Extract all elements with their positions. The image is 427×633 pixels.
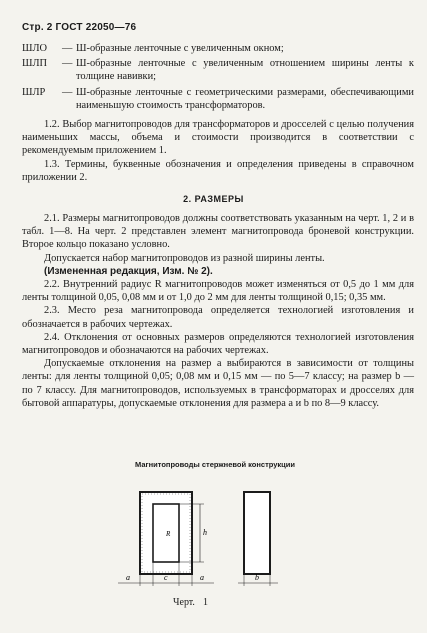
core-side-view: [244, 492, 270, 574]
definition-text: Ш-образные ленточные с геометрическими размерами, обеспечивающими наименьшую стоимость трансформаторов.: [76, 86, 414, 111]
paragraph-tolerances: Допускаемые отклонения на размер a выбираются в зависимости от толщины ленты: для ленты толщиной 0,05; 0,08 мм и 0,15 мм — по 5—7 классу; на размер b — по 7 классу. Для магнитопроводов, используемых в трансформаторах и дросселях для бытовой аппаратуры, допускаемые отклонения для размера a и b по 8—9 классу.: [22, 358, 414, 409]
paragraph-2-4: 2.4. Отклонения от основных размеров определяются технологией изготовления магнитопроводов и обозначаются на рабочих чертежах.: [22, 331, 414, 357]
page-header: Стр. 2 ГОСТ 22050—76: [22, 22, 137, 33]
definition-abbr: ШЛО: [22, 43, 48, 54]
h-label: h: [203, 528, 207, 537]
paragraph-2-2: 2.2. Внутренний радиус R магнитопроводов может изменяться от 0,5 до 1 мм для ленты толщиной 0,05, 0,08 мм и от 1,0 до 2 мм для ленты толщиной 0,15; 0,35 мм.: [22, 279, 414, 304]
definition-item: [22, 42, 414, 55]
definition-dash: —: [62, 43, 73, 54]
definition-abbr: ШЛП: [22, 58, 48, 70]
core-drawing: [110, 480, 310, 595]
paragraph-1-3: 1.3. Термины, буквенные обозначения и определения приведены в справочном приложении 2.: [22, 158, 414, 183]
definition-text: Ш-образные ленточные с увеличенным отношением ширины ленты к толщине навивки;: [76, 58, 414, 83]
intro-section: [22, 118, 414, 184]
definition-item: [22, 86, 414, 112]
sizes-section: [22, 212, 414, 410]
paragraph-2-1: 2.1. Размеры магнитопроводов должны соответствовать указанным на черт. 1, 2 и в табл. 1—8. На черт. 2 представлен элемент магнитопровода броневой конструкции. Второе кольцо показано условно.: [22, 213, 414, 251]
paragraph-1-2: 1.2. Выбор магнитопроводов для трансформаторов и дросселей с целью получения наименьших массы, объема и стоимости производится в соответствии с рекомендуемым приложением 1.: [22, 119, 414, 157]
b-label: b: [255, 573, 259, 582]
amendment-note: (Измененная редакция, Изм. № 2).: [44, 265, 213, 277]
definition-item: [22, 57, 414, 83]
radius-label: R: [166, 530, 171, 538]
definition-text: Ш-образные ленточные с увеличенным окном;: [76, 43, 284, 54]
figure-caption: [173, 597, 208, 608]
a-right-label: a: [200, 573, 204, 582]
caption-number: 1: [202, 597, 208, 608]
definition-abbr: ШЛР: [22, 86, 46, 98]
figure-title: Магнитопроводы стержневой конструкции: [134, 460, 296, 469]
paragraph-2-1-extra: Допускается набор магнитопроводов из разной ширины ленты.: [44, 252, 325, 264]
definition-dash: —: [62, 86, 73, 98]
a-left-label: a: [126, 573, 130, 582]
section-title: 2. РАЗМЕРЫ: [183, 194, 244, 204]
definition-list: [22, 42, 414, 114]
caption-label: Черт.: [173, 597, 195, 608]
c-label: c: [164, 573, 168, 582]
definition-dash: —: [62, 58, 73, 70]
paragraph-2-3: 2.3. Место реза магнитопровода определяется технологией изготовления и обозначается в рабочих чертежах.: [22, 305, 414, 330]
